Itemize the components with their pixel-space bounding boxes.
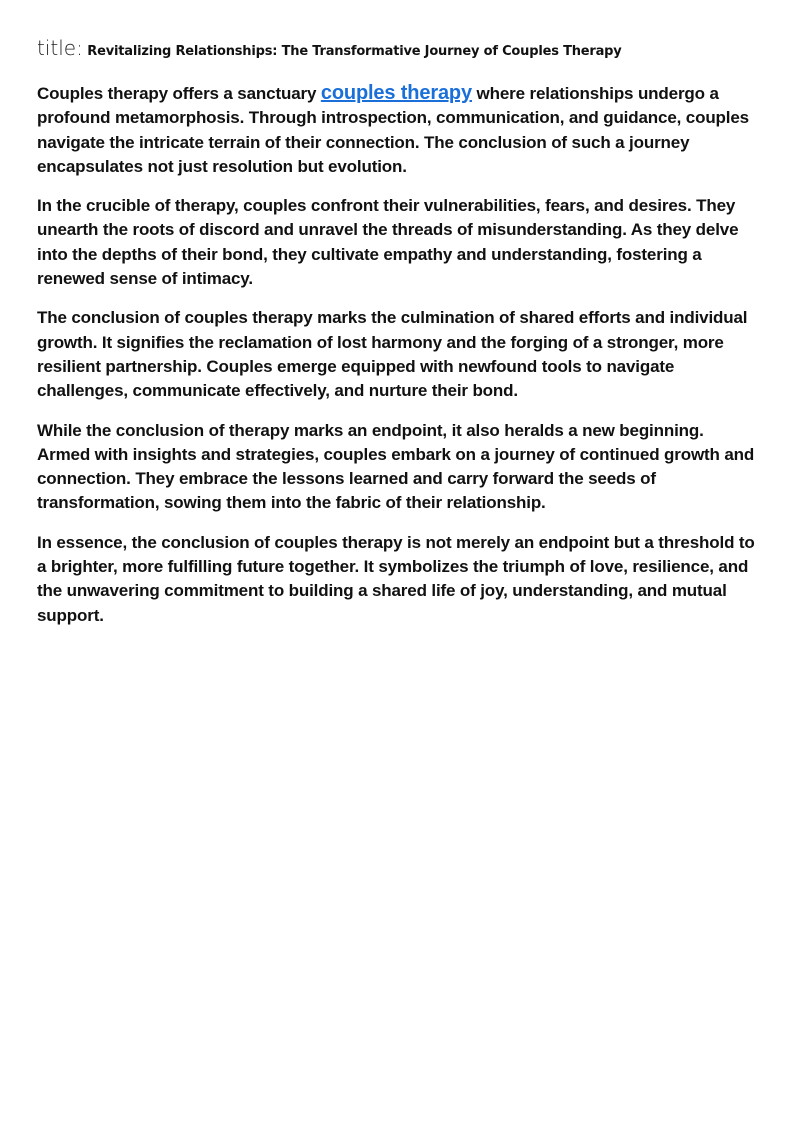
paragraph-3: The conclusion of couples therapy marks the culmination of shared efforts and individual growth. It signifies the reclamation of lost harmony and the forging of a stronger, more resilient partnership. Couples emerge equipped with newfound tools to navigate challenges, communicate effectively, and nurture their bond. xyxy=(37,308,748,401)
paragraph-4: While the conclusion of therapy marks an endpoint, it also heralds a new beginning. Armed with insights and strategies, couples embark on a journey of continued growth and connection. They embrace the lessons learned and carry forward the seeds of transformation, sowing them into the fabric of their relationship. xyxy=(37,420,755,513)
paragraph-5: In essence, the conclusion of couples therapy is not merely an endpoint but a threshold to a brighter, more fulfilling future together. It symbolizes the triumph of love, resilience, and the unwavering commitment to building a shared life of joy, understanding, and mutual support. xyxy=(37,532,755,625)
title-prefix: title: xyxy=(37,36,83,60)
couples-therapy-link[interactable]: couples therapy xyxy=(320,82,472,104)
paragraph-1 xyxy=(37,81,759,179)
document-page xyxy=(37,34,759,643)
document-title: Revitalizing Relationships: The Transformative Journey of Couples Therapy xyxy=(87,44,622,59)
document-title-line xyxy=(37,34,759,66)
paragraph-2: In the crucible of therapy, couples confront their vulnerabilities, fears, and desires. They unearth the roots of discord and unravel the threads of misunderstanding. As they delve into the depths of their bond, they cultivate empathy and understanding, fostering a renewed sense of intimacy. xyxy=(37,196,739,289)
paragraph-1-before-link: Couples therapy offers a sanctuary xyxy=(37,84,321,103)
paragraph-1-after-link: where relationships undergo a profound metamorphosis. Through introspection, communication, and guidance, couples navigate the intricate terrain of their connection. The conclusion of such a journey encapsulates not just resolution but evolution. xyxy=(37,84,749,176)
